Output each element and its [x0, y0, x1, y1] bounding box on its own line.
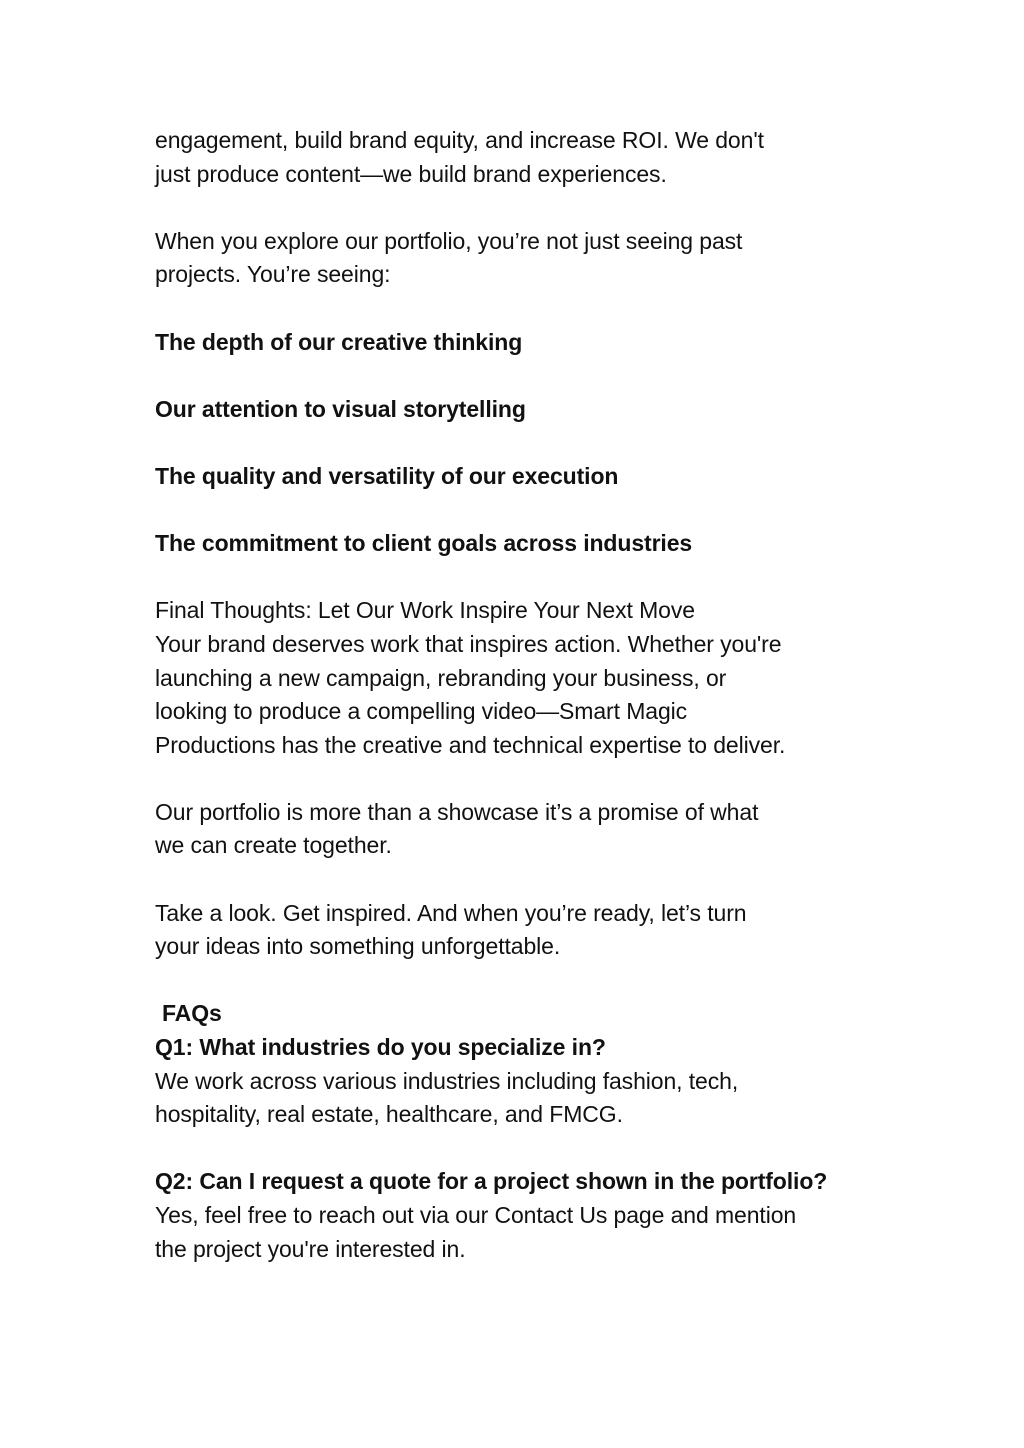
faq-answer-2-line-1: Yes, feel free to reach out via our Contact Us page and mention	[155, 1202, 797, 1228]
faq-answer-1-line-2: hospitality, real estate, healthcare, and FMCG.	[155, 1101, 623, 1128]
spacer	[155, 1132, 885, 1166]
document-page	[155, 124, 885, 1266]
final-thoughts-line: launching a new campaign, rebranding your business, or	[155, 664, 727, 691]
closing-line-2: your ideas into something unforgettable.	[155, 933, 561, 960]
faq-answer-2-line-2: the project you're interested in.	[155, 1235, 466, 1262]
spacer	[155, 863, 885, 897]
highlight-visual-storytelling: Our attention to visual storytelling	[155, 395, 526, 422]
spacer	[155, 292, 885, 326]
final-thoughts-line: looking to produce a compelling video—Smart Magic	[155, 698, 688, 725]
spacer	[155, 494, 885, 528]
intro-line-2: just produce content—we build brand experiences.	[155, 160, 667, 187]
final-thoughts-line: Productions has the creative and technical expertise to deliver.	[155, 731, 786, 758]
faq-answer-1-line-1: We work across various industries including fashion, tech,	[155, 1067, 739, 1094]
spacer	[155, 561, 885, 595]
final-thoughts-heading: Final Thoughts: Let Our Work Inspire Your Next Move	[155, 597, 695, 624]
explore-line-1: When you explore our portfolio, you’re not just seeing past	[155, 227, 743, 254]
explore-line-2: projects. You’re seeing:	[155, 261, 391, 288]
highlight-client-commitment: The commitment to client goals across industries	[155, 530, 693, 557]
highlight-execution-quality: The quality and versatility of our execution	[155, 462, 619, 489]
faq-question-1: Q1: What industries do you specialize in?	[155, 1034, 606, 1061]
spacer	[155, 426, 885, 460]
highlight-creative-thinking: The depth of our creative thinking	[155, 328, 523, 355]
closing-line-1: Take a look. Get inspired. And when you’re ready, let’s turn	[155, 899, 747, 926]
promise-line-2: we can create together.	[155, 832, 392, 859]
spacer	[155, 762, 885, 796]
faq-question-2: Q2: Can I request a quote for a project shown in the portfolio?	[155, 1168, 828, 1195]
spacer	[155, 964, 885, 998]
intro-line-1: engagement, build brand equity, and increase ROI. We don't	[155, 127, 764, 153]
spacer	[155, 191, 885, 225]
faqs-title: FAQs	[162, 1000, 222, 1027]
promise-line-1: Our portfolio is more than a showcase it’s a promise of what	[155, 798, 759, 825]
spacer	[155, 359, 885, 393]
final-thoughts-line: Your brand deserves work that inspires action. Whether you're	[155, 630, 782, 657]
